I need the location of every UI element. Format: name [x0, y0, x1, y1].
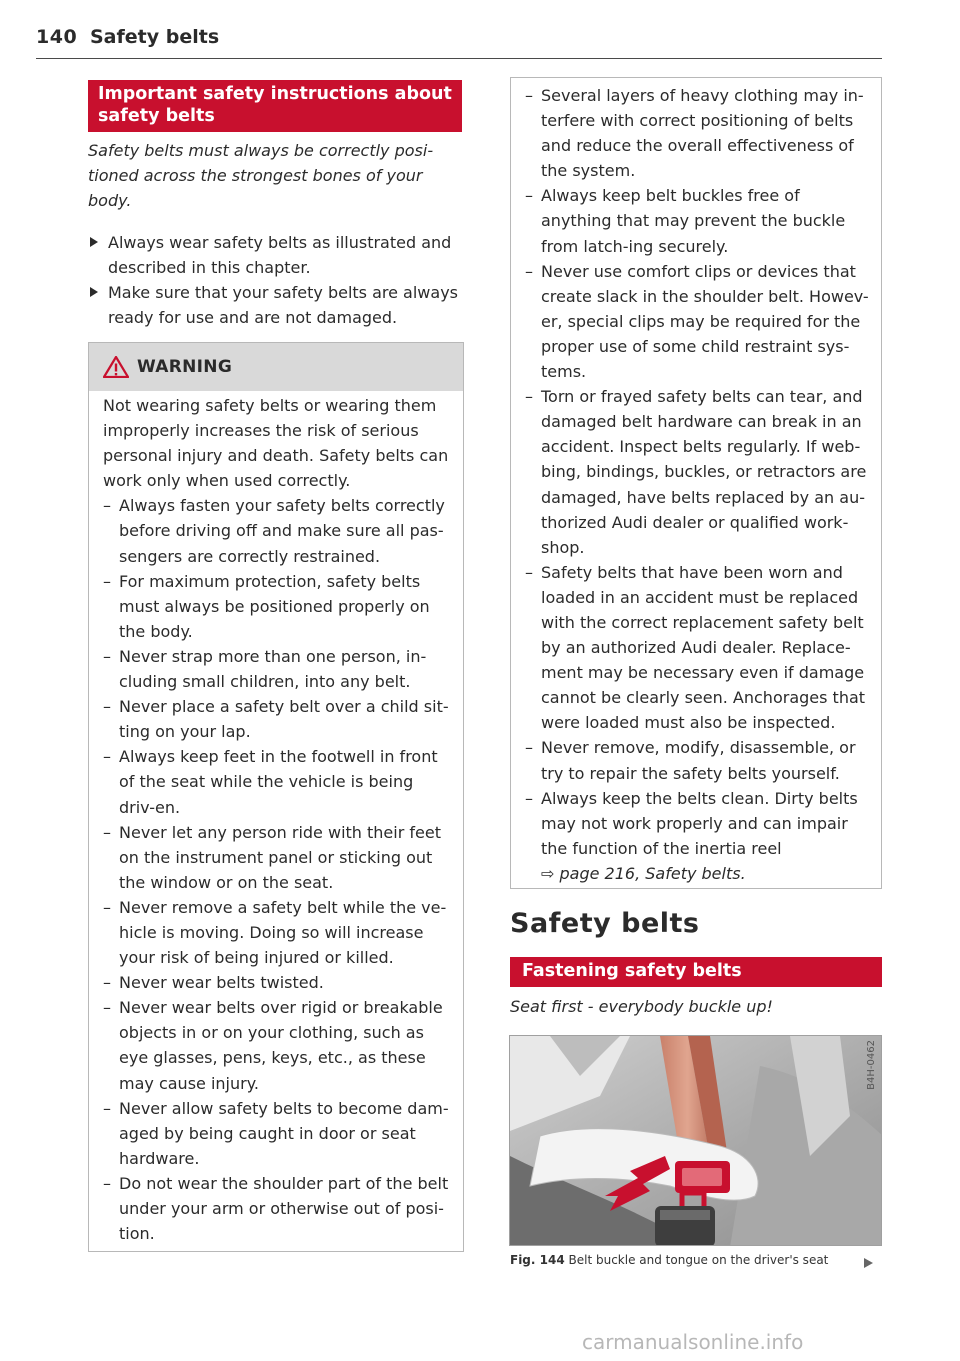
figure-code: B4H-0462: [866, 1040, 877, 1090]
warning-triangle-icon: [103, 356, 129, 378]
bullet-text: Make sure that your safety belts are always ready for use and are not damaged.: [108, 283, 458, 327]
list-item: – Never remove, modify, disassemble, or try to repair the safety belts yourself.: [525, 735, 871, 785]
warning-continued-body: [511, 78, 881, 886]
continued-arrow-icon: [864, 1258, 873, 1268]
fastening-heading: Fastening safety belts: [510, 957, 882, 987]
watermark: carmanualsonline.info: [582, 1330, 804, 1354]
warning-body: [89, 391, 463, 1246]
list-item: – Never wear belts over rigid or breakable objects in or on your clothing, such as eye glasses, pens, keys, etc., as these may cause injury.: [103, 995, 449, 1095]
figure-caption-text: Belt buckle and tongue on the driver's seat: [568, 1253, 829, 1267]
page-header: [36, 24, 882, 59]
bullet-text: Always wear safety belts as illustrated and described in this chapter.: [108, 233, 452, 277]
list-item: – Always keep feet in the footwell in front of the seat while the vehicle is being driv-en.: [103, 744, 449, 819]
list-item: [525, 786, 871, 886]
warning-title: WARNING: [137, 357, 233, 377]
list-item: – Never remove a safety belt while the ve-hicle is moving. Doing so will increase your risk of being injured or killed.: [103, 895, 449, 970]
list-item: – Always keep belt buckles free of anything that may prevent the buckle from latch-ing securely.: [525, 183, 871, 258]
list-item: – Never wear belts twisted.: [103, 970, 449, 995]
warning-list: [103, 493, 449, 1246]
figure-caption: [510, 1253, 882, 1267]
belt-buckle-illustration: [510, 1036, 882, 1246]
last-item-text: Always keep the belts clean. Dirty belts may not work properly and can impair the function of the inertia reel: [541, 788, 858, 858]
list-item: – Do not wear the shoulder part of the belt under your arm or otherwise out of posi-tion.: [103, 1171, 449, 1246]
list-item: – Always fasten your safety belts correctly before driving off and make sure all pas-sengers are correctly restrained.: [103, 493, 449, 568]
list-item: – For maximum protection, safety belts must always be positioned properly on the body.: [103, 569, 449, 644]
list-item: – Never allow safety belts to become dam-aged by being caught in door or seat hardware.: [103, 1096, 449, 1171]
safety-belts-heading: Safety belts: [510, 908, 700, 939]
fastening-intro: Seat first - everybody buckle up!: [510, 997, 773, 1016]
warning-box: [88, 342, 464, 1252]
list-item: – Torn or frayed safety belts can tear, and damaged belt hardware can break in an accident. Inspect belts regularly. If web-bing, bindings, buckles, or retractors are damaged, have belts replaced by an au-thorized Audi dealer or qualified work-shop.: [525, 384, 871, 560]
figure-belt-buckle: [509, 1035, 882, 1246]
list-item: – Never use comfort clips or devices that create slack in the shoulder belt. Howev-er, special clips may be required for the proper use of some child restraint sys-tems.: [525, 259, 871, 384]
figure-label: Fig. 144: [510, 1253, 565, 1267]
list-item: [88, 230, 462, 280]
warning-continued-list: [525, 83, 871, 886]
running-section-title: Safety belts: [90, 26, 220, 48]
page-number: 140: [36, 26, 78, 48]
warning-intro: Not wearing safety belts or wearing them improperly increases the risk of serious personal injury and death. Safety belts can work only when used correctly.: [103, 396, 449, 491]
list-item: – Safety belts that have been worn and loaded in an accident must be replaced with the correct replacement safety belt by an authorized Audi dealer. Replace-ment may be necessary even if damage cannot be clearly seen. Anchorages that were loaded must also be inspected.: [525, 560, 871, 736]
important-intro: Safety belts must always be correctly posi-tioned across the strongest bones of your body.: [88, 141, 434, 210]
list-item: – Never place a safety belt over a child sit-ting on your lap.: [103, 694, 449, 744]
warning-header: [89, 343, 463, 391]
list-item: [88, 280, 462, 330]
list-item: – Several layers of heavy clothing may in-terfere with correct positioning of belts and reduce the overall effectiveness of the system.: [525, 83, 871, 183]
list-item: – Never strap more than one person, in-cluding small children, into any belt.: [103, 644, 449, 694]
page-reference-link[interactable]: ⇨ page 216, Safety belts.: [541, 863, 746, 883]
important-instructions-heading: Important safety instructions about safety belts: [88, 80, 462, 132]
bullet-triangle-icon: [90, 287, 98, 297]
bullet-triangle-icon: [90, 237, 98, 247]
important-bullet-list: [88, 230, 462, 330]
warning-continued-box: [510, 77, 882, 889]
list-item: – Never let any person ride with their feet on the instrument panel or sticking out the window or on the seat.: [103, 820, 449, 895]
